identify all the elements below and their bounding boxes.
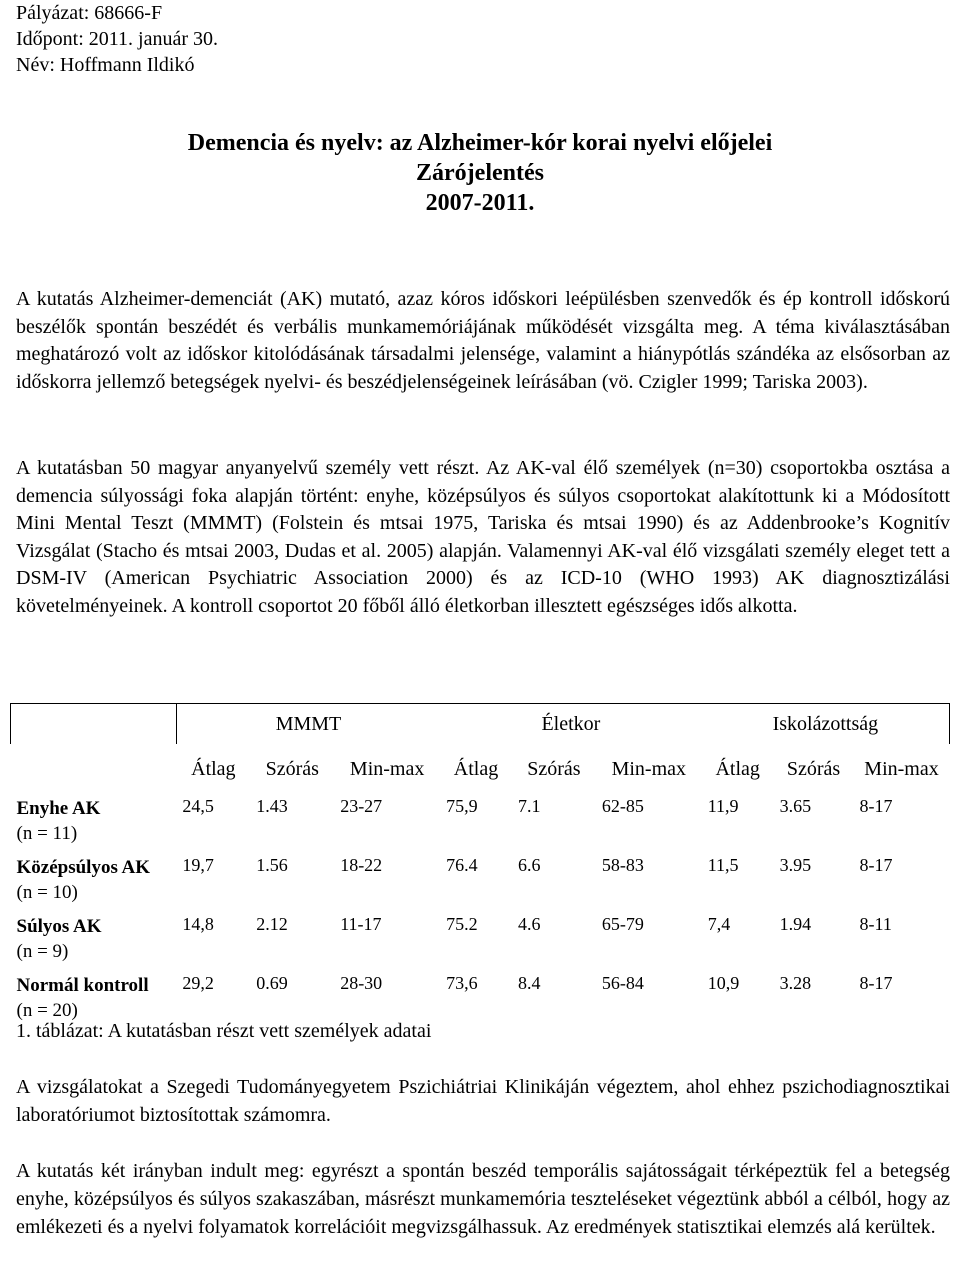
table-cell: 29,2 [182,973,214,993]
table-cell: 73,6 [446,973,478,993]
document-title [0,128,960,218]
table-cell: 10,9 [707,973,740,993]
table-cell: 0.69 [256,973,288,993]
subheader-cell: Szórás [786,757,841,780]
table-cell: 1.43 [256,796,288,816]
table-row [11,794,950,853]
group-size: (n = 9) [16,941,69,962]
participant-data-table [10,703,950,1030]
subheader-cell: Min-max [611,757,686,780]
subheader-cell: Szórás [265,757,319,780]
subheader-cell: Átlag [453,757,499,780]
table-cell: 8-17 [859,855,893,875]
table-cell: 2.12 [256,914,288,934]
subheader-cell: Szórás [527,757,581,780]
row-label [11,853,177,912]
group-header-education: Iskolázottság [702,704,950,745]
row-label [11,794,177,853]
subheader-cell: Átlag [191,757,236,780]
paragraph-methods: A kutatás két irányban indult meg: egyrészt a spontán beszéd temporális sajátosságait térképeztük fel a betegség enyhe, középsúlyos és súlyos szakaszában, másrészt munkamemória teszteléseket végeztünk abból a célból, hogy az emlékezeti és a nyelvi folyamatok korrelációit megvizsgálhassuk. Az eredmények statisztikai elemzés alá kerültek. [16,1160,950,1238]
table-corner-cell [11,704,177,745]
table-cell: 3.65 [779,796,812,816]
table-cell: 8-11 [859,914,892,934]
table-cell: 7.1 [517,796,541,816]
date-line: Időpont: 2011. január 30. [16,28,219,50]
author-name: Név: Hoffmann Ildikó [16,54,195,76]
group-header-mmmt: MMMT [176,704,440,745]
table-cell: 56-84 [601,973,644,993]
table-cell: 4.6 [517,914,541,934]
table-cell: 11,5 [707,855,739,875]
table-cell: 1.94 [779,914,812,934]
paragraph-participants: A kutatásban 50 magyar anyanyelvű személy vett részt. Az AK-val élő személyek (n=30) csoportokba osztása a demencia súlyossági foka alapján történt: enyhe, középsúlyos és súlyos csoportokat alakítottunk ki a Módosított Mini Mental Teszt (MMMT) (Folstein és mtsai 1975, Tariska és mtsai 1990) és az Addenbrooke’s Kognitív Vizsgálat (Stacho és mtsai 2003, Dudas et al. 2005) alapján. Valamennyi AK-val élő vizsgálati személy eleget tett a DSM-IV (American Psychiatric Association 2000) és az ICD-10 (WHO 1993) AK diagnosztizálási követelményeinek. A kontroll csoportot 20 főből álló életkorban illesztett egészséges idős alkotta. [16,457,950,617]
group-size: (n = 11) [16,823,78,844]
table-cell: 58-83 [601,855,644,875]
table-cell: 23-27 [340,796,383,816]
paragraph-location: A vizsgálatokat a Szegedi Tudományegyetem Pszichiátriai Klinikáján végeztem, ahol ehhez pszichodiagnosztikai laboratóriumot biztosítottak számomra. [16,1076,950,1126]
group-name: Normál kontroll [16,975,149,996]
table-cell: 14,8 [182,914,214,934]
document-header-meta [16,0,218,78]
table-cell: 24,5 [182,796,214,816]
table-cell: 18-22 [340,855,383,875]
table-cell: 11,9 [707,796,739,816]
table-row [11,912,950,971]
table-cell: 3.95 [779,855,812,875]
table-cell: 65-79 [601,914,644,934]
table-cell: 8-17 [859,796,893,816]
group-size: (n = 10) [16,882,78,903]
table-cell: 28-30 [340,973,383,993]
application-id: Pályázat: 68666-F [16,2,163,24]
title-period: 2007-2011. [425,190,535,216]
table-cell: 3.28 [779,973,812,993]
group-name: Súlyos AK [16,916,102,937]
paragraph-intro: A kutatás Alzheimer-demenciát (AK) mutató, azaz kóros időskori leépülésben szenvedők és ép kontroll időskorú beszélők spontán beszédét és verbális munkamemóriájának működését vizsgálta meg. A téma kiválasztásában meghatározó volt az időskor kitolódásának társadalmi jelensége, valamint a hiánypótlás szándéka az elsősorban az időskorra jellemző betegségek nyelvi- és beszédjelenségeinek leírásában (vö. Czigler 1999; Tariska 2003). [16,288,950,393]
table-cell: 62-85 [601,796,644,816]
table-subheader-row [11,744,950,794]
table-cell: 8-17 [859,973,893,993]
subheader-cell: Átlag [715,757,760,780]
table-row [11,853,950,912]
table-cell: 75.2 [446,914,478,934]
table-cell: 8.4 [517,973,541,993]
group-header-age: Életkor [440,704,702,745]
table-cell: 19,7 [182,855,214,875]
group-size: (n = 20) [16,1000,78,1021]
row-label [11,912,177,971]
table-cell: 7,4 [707,914,731,934]
table-cell: 1.56 [256,855,288,875]
table-cell: 6.6 [517,855,541,875]
table-caption: 1. táblázat: A kutatásban részt vett személyek adatai [16,1020,432,1042]
group-name: Középsúlyos AK [16,857,151,878]
title-main: Demencia és nyelv: az Alzheimer-kór korai nyelvi előjelei [187,130,773,156]
table-cell: 11-17 [340,914,382,934]
table-group-header-row [11,704,950,745]
subheader-cell: Min-max [349,757,425,780]
title-report-type: Zárójelentés [416,160,544,186]
table-cell: 75,9 [446,796,478,816]
subheader-cell: Min-max [864,757,939,780]
group-name: Enyhe AK [16,798,101,819]
table-cell: 76.4 [446,855,478,875]
table-corner-cell-2 [11,744,177,794]
